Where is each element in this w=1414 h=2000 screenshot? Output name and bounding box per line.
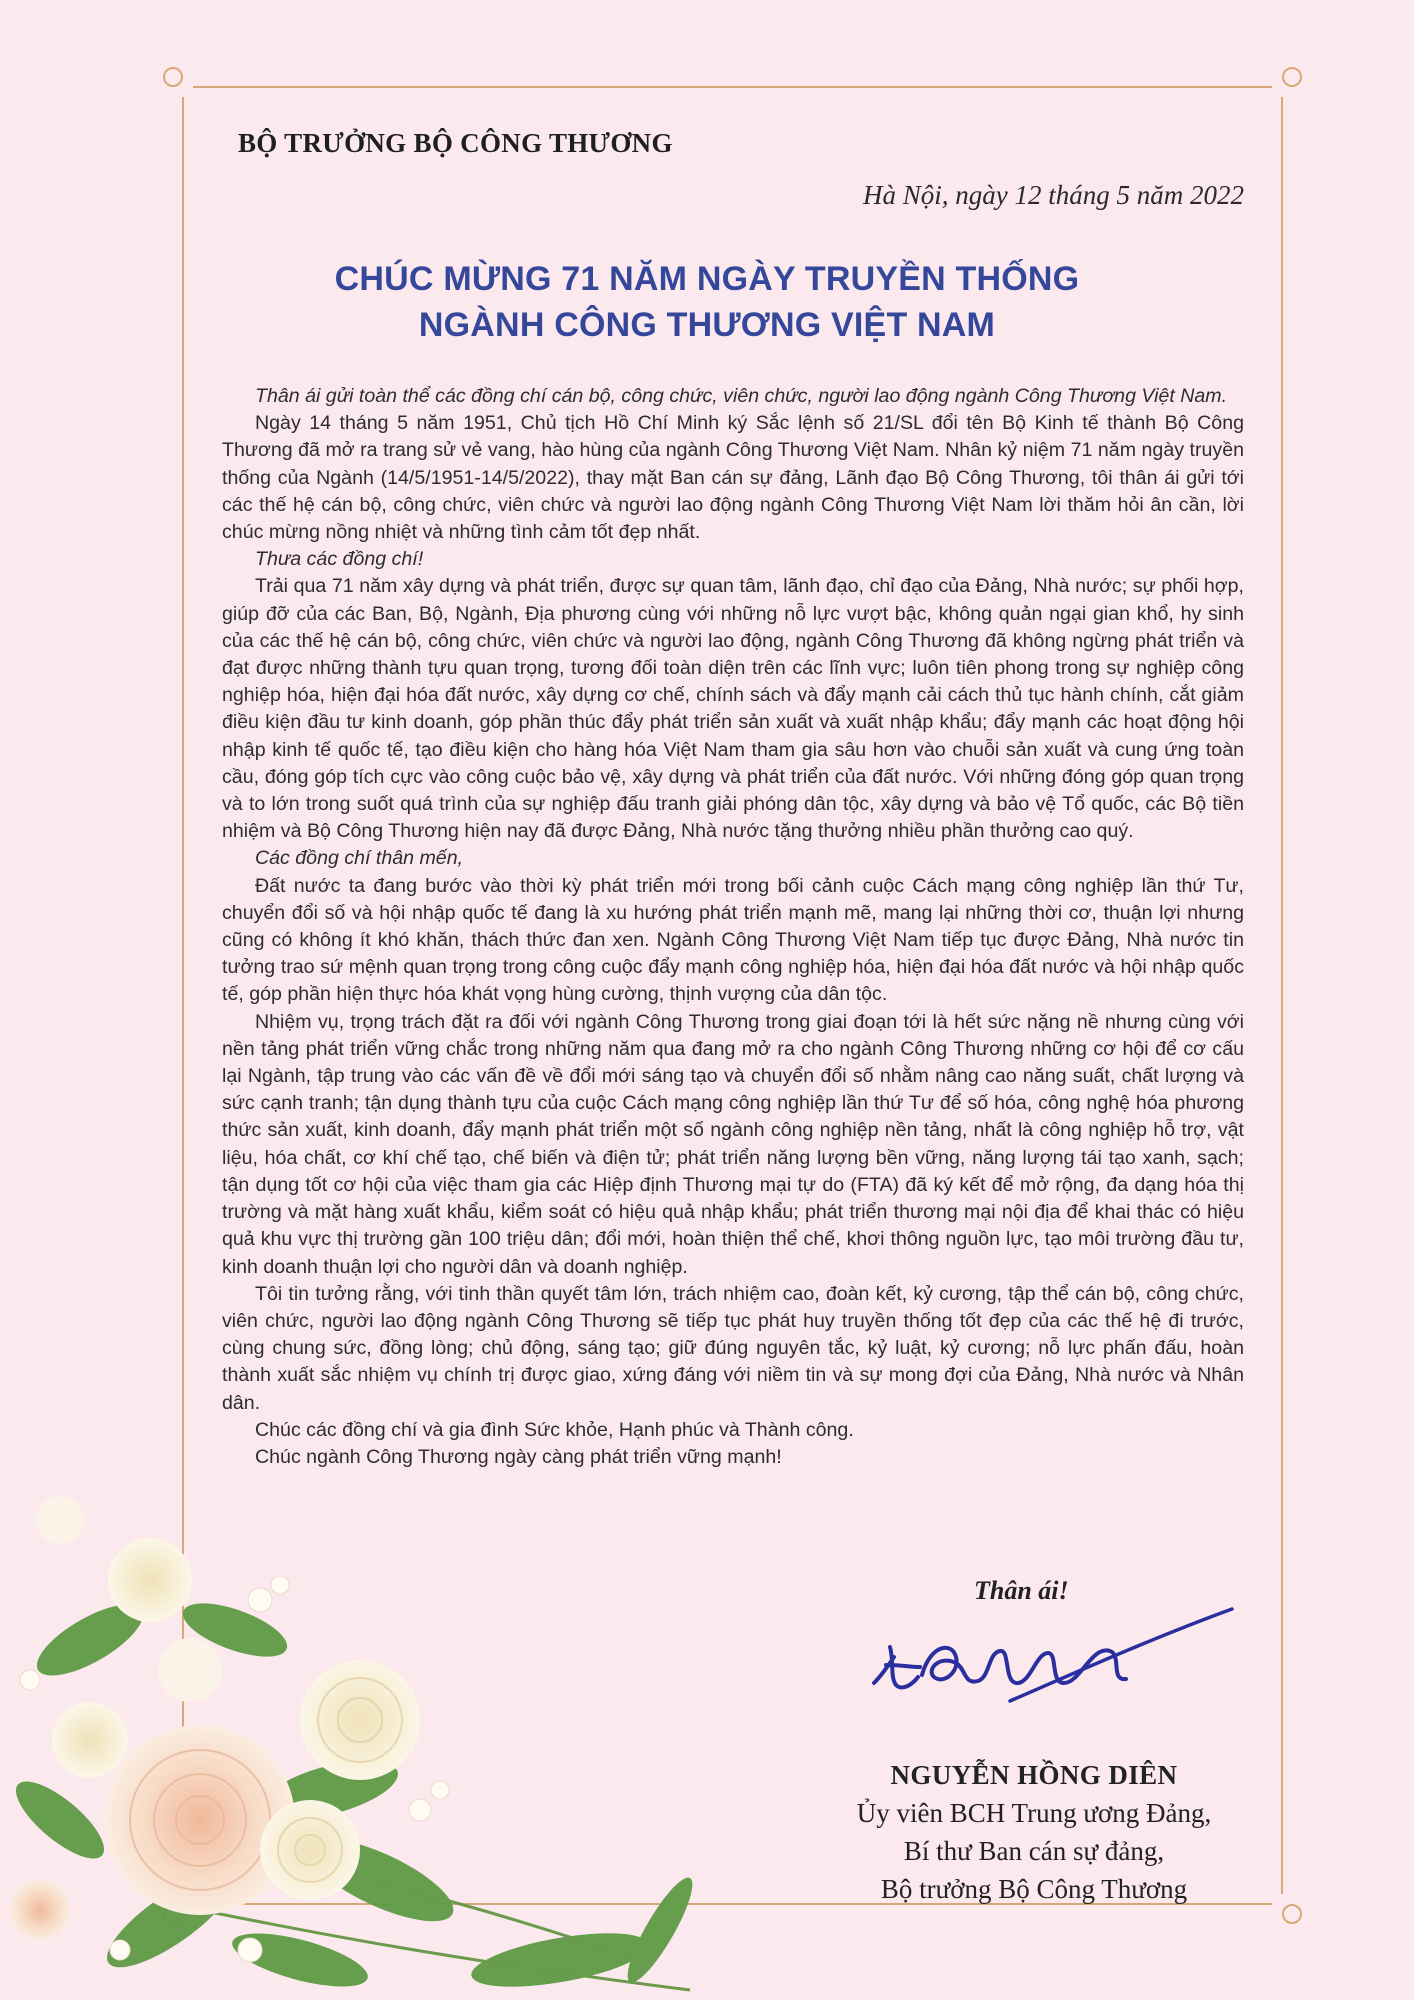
- letter-title-line-2: NGÀNH CÔNG THƯƠNG VIỆT NAM: [418, 306, 996, 344]
- body-paragraph-2: Trải qua 71 năm xây dựng và phát triển, được sự quan tâm, lãnh đạo, chỉ đạo của Đảng, Nhà nước; sự phối hợp, giúp đỡ của các Ban, Bộ, Ngành, Địa phương cùng với những nỗ lực vượt bậc, không quản ngại gian khổ, hy sinh của các thế hệ cán bộ, công chức, viên chức và người lao động, ngành Công Thương đã không ngừng phát triển và đạt được những thành tựu quan trọng, tương đối toàn diện trên các lĩnh vực; luôn tiên phong trong sự nghiệp công nghiệp hóa, hiện đại hóa đất nước, xây dựng cơ chế, chính sách và đẩy mạnh cải cách thủ tục hành chính, cắt giảm điều kiện đầu tư kinh doanh, góp phần thúc đẩy phát triển sản xuất và xuất nhập khẩu; đẩy mạnh các hoạt động hội nhập kinh tế quốc tế, tạo điều kiện cho hàng hóa Việt Nam tham gia sâu hơn vào chuỗi sản xuất và cung ứng toàn cầu, đóng góp tích cực vào công cuộc bảo vệ, xây dựng và phát triển của đất nước. Với những đóng góp quan trọng và to lớn trong suốt quá trình của sự nghiệp đấu tranh giải phóng dân tộc, xây dựng và bảo vệ Tổ quốc, các Bộ tiền nhiệm và Bộ Công Thương hiện nay đã được Đảng, Nhà nước tặng thưởng nhiều phần thưởng cao quý.: [222, 575, 1244, 843]
- letter-body: [222, 383, 1244, 1471]
- greeting-paragraph: Thân ái gửi toàn thể các đồng chí cán bộ, công chức, viên chức, người lao động ngành Công Thương Việt Nam.: [255, 385, 1228, 407]
- place-date: Hà Nội, ngày 12 tháng 5 năm 2022: [863, 180, 1244, 210]
- wish-paragraph-1: Chúc các đồng chí và gia đình Sức khỏe, Hạnh phúc và Thành công.: [255, 1418, 854, 1441]
- signer-role-3: Bộ trưởng Bộ Công Thương: [880, 1874, 1188, 1904]
- frame-corner-top-right: [1272, 77, 1292, 97]
- signer-role-2: Bí thư Ban cán sự đảng,: [903, 1836, 1165, 1866]
- signer-name: NGUYỄN HỒNG DIÊN: [890, 1760, 1178, 1790]
- handwritten-signature: [860, 1605, 1240, 1705]
- issuer-heading: BỘ TRƯỞNG BỘ CÔNG THƯƠNG: [238, 128, 673, 158]
- letter-title-line-1: CHÚC MỪNG 71 NĂM NGÀY TRUYỀN THỐNG: [334, 260, 1080, 298]
- salutation-1: Thưa các đồng chí!: [255, 548, 424, 571]
- frame-corner-bottom-right: [1272, 1894, 1292, 1914]
- body-paragraph-1: Ngày 14 tháng 5 năm 1951, Chủ tịch Hồ Chí Minh ký Sắc lệnh số 21/SL đổi tên Bộ Kinh tế thành Bộ Công Thương đã mở ra trang sử vẻ vang, hào hùng của ngành Công Thương Việt Nam. Nhân kỷ niệm 71 năm ngày truyền thống của Ngành (14/5/1951-14/5/2022), thay mặt Ban cán sự đảng, Lãnh đạo Bộ Công Thương, tôi thân ái gửi tới các thế hệ cán bộ, công chức, viên chức và người lao động ngành Công Thương Việt Nam lời thăm hỏi ân cần, lời chúc mừng nồng nhiệt và những tình cảm tốt đẹp nhất.: [222, 412, 1244, 544]
- body-paragraph-3: Đất nước ta đang bước vào thời kỳ phát triển mới trong bối cảnh cuộc Cách mạng công nghiệp lần thứ Tư, chuyển đổi số và hội nhập quốc tế đang là xu hướng phát triển mạnh mẽ, mang lại những thời cơ, thuận lợi nhưng cũng có không ít khó khăn, thách thức đan xen. Ngành Công Thương Việt Nam tiếp tục được Đảng, Nhà nước tin tưởng trao sứ mệnh quan trọng trong công cuộc đẩy mạnh công nghiệp hóa, hiện đại hóa đất nước và hội nhập quốc tế, góp phần hiện thực hóa khát vọng hùng cường, thịnh vượng của dân tộc.: [222, 874, 1244, 1006]
- closing-phrase: Thân ái!: [974, 1576, 1069, 1605]
- salutation-2: Các đồng chí thân mến,: [255, 847, 464, 870]
- body-paragraph-4: Nhiệm vụ, trọng trách đặt ra đối với ngành Công Thương trong giai đoạn tới là hết sức nặng nề nhưng cùng với nền tảng phát triển vững chắc trong những năm qua đang mở ra cho ngành Công Thương những cơ hội để cơ cấu lại Ngành, tập trung vào các vấn đề về đổi mới sáng tạo và chuyển đổi số nhằm nâng cao năng suất, chất lượng và sức cạnh tranh; tận dụng thành tựu của cuộc Cách mạng công nghiệp lần thứ Tư để số hóa, công nghệ hóa phương thức sản xuất, kinh doanh, đẩy mạnh phát triển một số ngành công nghiệp nền tảng, nhất là công nghiệp hỗ trợ, vật liệu, hóa chất, cơ khí chế tạo, chế biến và điện tử; phát triển năng lượng bền vững, năng lượng tái tạo xanh, sạch; tận dụng tốt cơ hội của việc tham gia các Hiệp định Thương mại tự do (FTA) đã ký kết để mở rộng, đa dạng hóa thị trường và mặt hàng xuất khẩu, kiểm soát có hiệu quả nhập khẩu; phát triển thương mại nội địa để khai thác có hiệu quả khu vực thị trường gần 100 triệu dân; đổi mới, hoàn thiện thể chế, khơi thông nguồn lực, tạo môi trường đầu tư, kinh doanh thuận lợi cho người dân và doanh nghiệp.: [222, 1010, 1244, 1278]
- body-paragraph-5: Tôi tin tưởng rằng, với tinh thần quyết tâm lớn, trách nhiệm cao, đoàn kết, kỷ cương, tập thể cán bộ, công chức, viên chức, người lao động ngành Công Thương sẽ tiếp tục phát huy truyền thống tốt đẹp của các thế hệ đi trước, cùng chung sức, đồng lòng; chủ động, sáng tạo; giữ đúng nguyên tắc, kỷ luật, kỷ cương; nỗ lực phấn đấu, hoàn thành xuất sắc nhiệm vụ chính trị được giao, xứng đáng với niềm tin và sự mong đợi của Đảng, Nhà nước và Nhân dân.: [222, 1282, 1244, 1414]
- signer-role-1: Ủy viên BCH Trung ương Đảng,: [856, 1798, 1212, 1828]
- wish-paragraph-2: Chúc ngành Công Thương ngày càng phát triển vững mạnh!: [255, 1445, 782, 1468]
- frame-corner-top-left: [173, 77, 193, 97]
- flower-bouquet-illustration: [0, 1490, 720, 2000]
